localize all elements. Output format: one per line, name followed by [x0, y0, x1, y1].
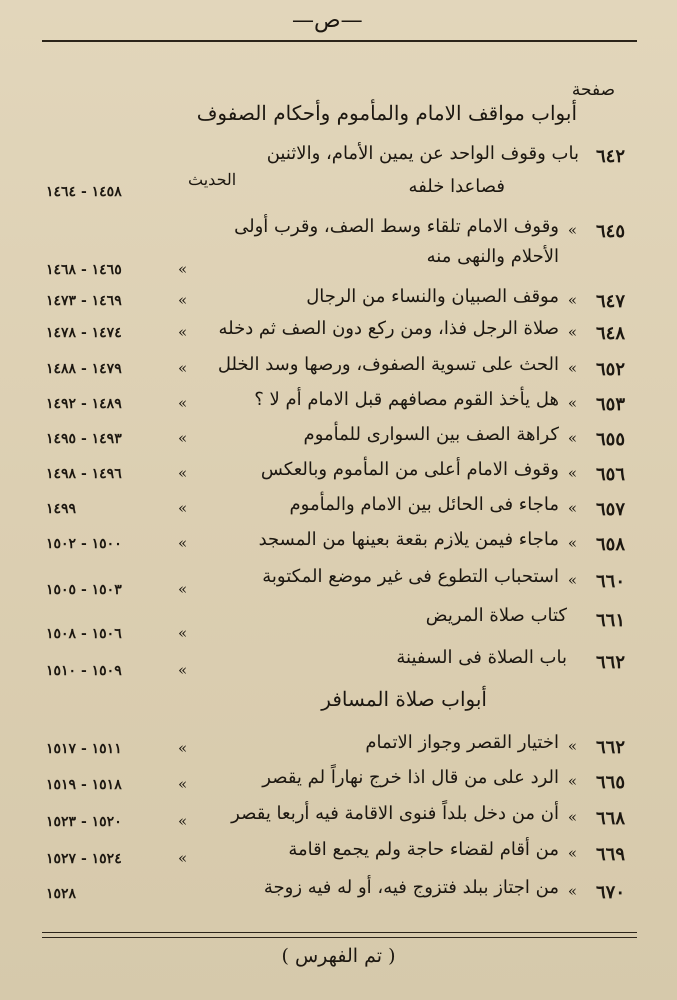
- entry-hadith-range: ١٥١٨ - ١٥١٩: [46, 777, 122, 793]
- entry-page-number: ٦٥٢: [595, 359, 625, 380]
- entry-text: صلاة الرجل فذا، ومن ركع دون الصف ثم دخله: [218, 318, 559, 339]
- entry-page-number: ٦٤٥: [595, 221, 625, 242]
- entry-page-number: ٦٧٠: [595, 882, 625, 903]
- quote-mark: «: [178, 849, 188, 867]
- entry-text: من أقام لقضاء حاجة ولم يجمع اقامة: [288, 839, 559, 860]
- entry-page-number: ٦٤٧: [595, 291, 625, 312]
- quote-mark: «: [567, 291, 577, 309]
- entry-hadith-range: ١٥٠٦ - ١٥٠٨: [46, 626, 122, 642]
- entry-hadith-range: ١٤٩٦ - ١٤٩٨: [46, 466, 122, 482]
- entry-page-number: ٦٦٢: [595, 652, 625, 673]
- quote-mark: «: [567, 499, 577, 517]
- quote-mark: «: [567, 394, 577, 412]
- entry-page-number: ٦٦٨: [595, 808, 625, 829]
- quote-mark: «: [178, 359, 188, 377]
- quote-mark: «: [178, 661, 188, 679]
- entry-hadith-range: ١٥١١ - ١٥١٧: [46, 741, 122, 757]
- entry-hadith-range: ١٥٠٠ - ١٥٠٢: [46, 536, 122, 552]
- quote-mark: «: [178, 464, 188, 482]
- entry-text: وقوف الامام تلقاء وسط الصف، وقرب أولى: [234, 216, 559, 237]
- entry-text: الحث على تسوية الصفوف، ورصها وسد الخلل: [217, 354, 559, 375]
- entry-page-number: ٦٦٥: [595, 772, 625, 793]
- quote-mark: «: [567, 534, 577, 552]
- quote-mark: «: [567, 772, 577, 790]
- entry-text: ماجاء فى الحائل بين الامام والمأموم: [289, 494, 559, 515]
- entry-hadith-range: ١٤٦٩ - ١٤٧٣: [46, 293, 122, 309]
- quote-mark: «: [178, 534, 188, 552]
- quote-mark: «: [567, 429, 577, 447]
- section-title: أبواب مواقف الامام والمأموم وأحكام الصفوف: [196, 101, 577, 125]
- quote-mark: «: [567, 844, 577, 862]
- quote-mark: «: [178, 260, 188, 278]
- entry-hadith-range: ١٤٥٨ - ١٤٦٤: [46, 184, 122, 200]
- entry-text: باب الصلاة فى السفينة: [396, 647, 567, 668]
- entry-text: اختيار القصر وجواز الاتمام: [365, 732, 559, 753]
- entry-page-number: ٦٥٧: [595, 499, 625, 520]
- entry-page-number: ٦٥٥: [595, 429, 625, 450]
- quote-mark: «: [178, 624, 188, 642]
- entry-text: باب وقوف الواحد عن يمين الأمام، والاثنين: [266, 143, 579, 164]
- entry-hadith-range: ١٤٩٩: [46, 501, 77, 517]
- quote-mark: «: [178, 429, 188, 447]
- quote-mark: «: [567, 882, 577, 900]
- entry-page-number: ٦٤٨: [595, 323, 625, 344]
- quote-mark: «: [178, 739, 188, 757]
- page-column-heading: صفحة: [571, 80, 615, 100]
- entry-hadith-label: الحديث: [188, 170, 237, 189]
- quote-mark: «: [567, 464, 577, 482]
- entry-page-number: ٦٥٦: [595, 464, 625, 485]
- entry-page-number: ٦٦٩: [595, 844, 625, 865]
- quote-mark: «: [567, 359, 577, 377]
- entry-text: من اجتاز ببلد فتزوج فيه، أو له فيه زوجة: [263, 877, 559, 898]
- entry-text: استحباب التطوع فى غير موضع المكتوبة: [262, 566, 559, 587]
- entry-page-number: ٦٥٨: [595, 534, 625, 555]
- entry-hadith-range: ١٥٠٣ - ١٥٠٥: [46, 582, 122, 598]
- entry-text: هل يأخذ القوم مصافهم قبل الامام أم لا ؟: [254, 389, 559, 410]
- entry-hadith-range: ١٤٧٩ - ١٤٨٨: [46, 361, 122, 377]
- entry-text: الأحلام والنهى منه: [426, 246, 559, 267]
- entry-hadith-range: ١٥٢٤ - ١٥٢٧: [46, 851, 122, 867]
- page-header-label: —ص—: [292, 8, 363, 33]
- entry-text: كراهة الصف بين السوارى للمأموم: [303, 424, 559, 445]
- bottom-rule: [42, 937, 637, 938]
- quote-mark: «: [567, 323, 577, 341]
- entry-text: وقوف الامام أعلى من المأموم وبالعكس: [260, 459, 559, 480]
- section-title: أبواب صلاة المسافر: [321, 687, 487, 711]
- top-rule: [42, 40, 637, 42]
- entry-text: موقف الصبيان والنساء من الرجال: [306, 286, 559, 307]
- entry-page-number: ٦٦٢: [595, 737, 625, 758]
- quote-mark: «: [567, 737, 577, 755]
- quote-mark: «: [178, 291, 188, 309]
- entry-text: الرد على من قال اذا خرج نهاراً لم يقصر: [262, 767, 559, 788]
- entry-hadith-range: ١٤٩٣ - ١٤٩٥: [46, 431, 122, 447]
- entry-hadith-range: ١٥٢٠ - ١٥٢٣: [46, 814, 122, 830]
- entry-hadith-range: ١٤٦٥ - ١٤٦٨: [46, 262, 122, 278]
- quote-mark: «: [567, 808, 577, 826]
- quote-mark: «: [178, 775, 188, 793]
- entry-hadith-range: ١٤٧٤ - ١٤٧٨: [46, 325, 122, 341]
- entry-page-number: ٦٥٣: [595, 394, 625, 415]
- entry-page-number: ٦٤٢: [595, 146, 625, 167]
- entry-page-number: ٦٦١: [595, 610, 625, 631]
- quote-mark: «: [567, 221, 577, 239]
- entry-text: كتاب صلاة المريض: [425, 605, 567, 626]
- quote-mark: «: [178, 812, 188, 830]
- entry-hadith-range: ١٥٢٨: [46, 886, 77, 902]
- quote-mark: «: [567, 571, 577, 589]
- entry-hadith-range: ١٤٨٩ - ١٤٩٢: [46, 396, 122, 412]
- quote-mark: «: [178, 580, 188, 598]
- entry-text: أن من دخل بلداً فنوى الاقامة فيه أربعا يقصر: [231, 803, 559, 824]
- quote-mark: «: [178, 323, 188, 341]
- bottom-rule: [42, 932, 637, 933]
- entry-text: فصاعدا خلفه: [408, 176, 505, 197]
- index-end-note: ( تم الفهرس ): [281, 945, 396, 967]
- entry-hadith-range: ١٥٠٩ - ١٥١٠: [46, 663, 122, 679]
- quote-mark: «: [178, 499, 188, 517]
- quote-mark: «: [178, 394, 188, 412]
- entry-text: ماجاء فيمن يلازم بقعة بعينها من المسجد: [258, 529, 559, 550]
- entry-page-number: ٦٦٠: [595, 571, 625, 592]
